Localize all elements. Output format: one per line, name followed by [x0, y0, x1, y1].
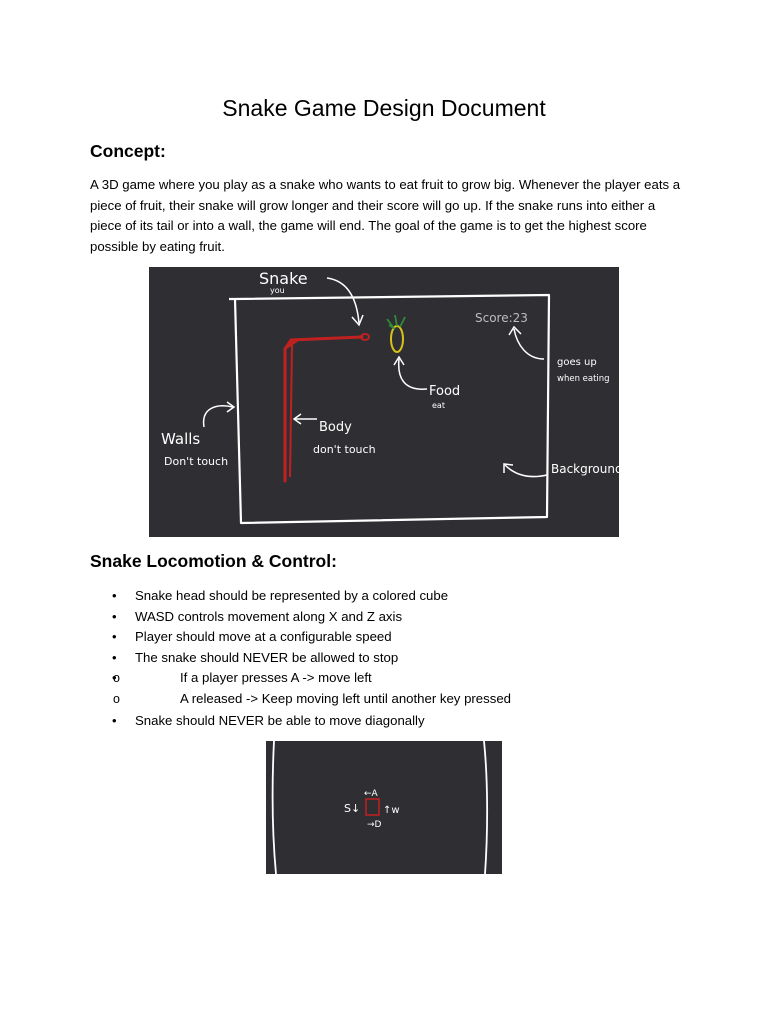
bullet-item: • Snake should NEVER be able to move diagonally [90, 711, 690, 732]
wall-outline [229, 295, 549, 523]
label-dont-touch-walls: Don't touch [164, 455, 229, 468]
label-background: Background [551, 462, 619, 476]
document-title: Snake Game Design Document [222, 95, 546, 121]
snake-body [285, 337, 362, 481]
sub-bullet-item: o • If a player presses A -> move left [90, 668, 690, 689]
left-wall [273, 741, 276, 874]
arrow-score [514, 329, 544, 359]
bullet-item: • The snake should NEVER be allowed to stop [90, 648, 690, 669]
bullet-item: • Player should move at a configurable speed [90, 627, 690, 648]
label-key-s: S↓ [344, 802, 361, 815]
game-sketch-drawing [149, 267, 619, 537]
label-score: Score:23 [475, 311, 528, 325]
sub-bullet-container [90, 668, 690, 709]
controls-sketch-figure [266, 741, 502, 874]
label-dont-touch-body: don't touch [313, 443, 376, 456]
fruit [391, 326, 403, 352]
label-food: Food [429, 384, 461, 399]
label-key-w: ↑w [383, 805, 400, 816]
arrow-background [505, 465, 547, 477]
locomotion-bullet-list [90, 586, 690, 731]
label-when-eating: when eating [557, 374, 610, 384]
concept-heading: Concept: [90, 141, 166, 161]
arrow-snake [327, 278, 359, 323]
label-key-a: ←A [364, 789, 378, 799]
label-walls: Walls [161, 430, 201, 448]
label-goes-up: goes up [557, 357, 597, 368]
label-you: you [270, 286, 285, 295]
snake-head-cube [366, 799, 379, 815]
right-wall [484, 741, 487, 874]
sub-bullet-item: o A released -> Keep moving left until another key pressed [90, 689, 690, 710]
game-sketch-figure [149, 267, 619, 537]
locomotion-heading: Snake Locomotion & Control: [90, 551, 337, 571]
bullet-item: • WASD controls movement along X and Z axis [90, 607, 690, 628]
label-key-d: →D [367, 820, 382, 830]
bullet-item: • Snake head should be represented by a colored cube [90, 586, 690, 607]
sub-bullet-list [90, 668, 690, 709]
label-snake: Snake [259, 269, 308, 288]
snake-body-inner [290, 345, 292, 477]
arrow-walls [204, 406, 233, 427]
label-body: Body [319, 420, 352, 435]
controls-sketch-drawing [266, 741, 502, 874]
concept-paragraph: A 3D game where you play as a snake who wants to eat fruit to grow big. Whenever the player eats a piece of fruit, their snake will grow longer and their score will go up. If the snake runs into either a piece of its tail or into a wall, the game will end. The goal of the game is to get the highest score possible by eating fruit. [90, 177, 681, 254]
label-eat: eat [432, 401, 445, 410]
